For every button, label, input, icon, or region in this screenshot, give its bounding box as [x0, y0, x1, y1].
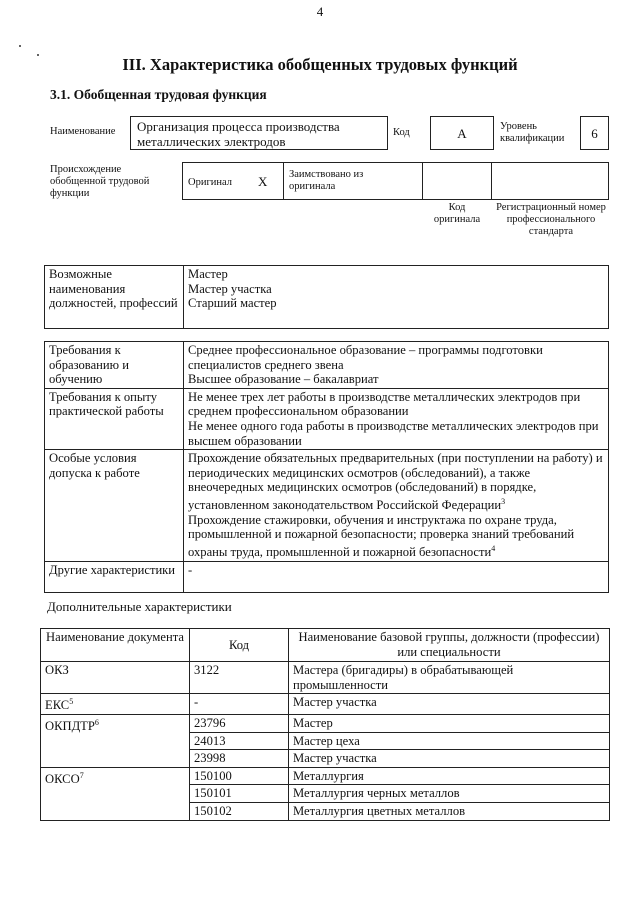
code-cell: 150101 [190, 785, 289, 803]
name-cell: Мастер участка [289, 750, 610, 768]
req-special-text-1: Прохождение обязательных предварительных (при поступлении на работу) и периодических медицинских осмотров (обследований), а также внеочередных медицинских осмотров (обследований) в порядке, установленном законодательством Российской Федерации [188, 451, 603, 513]
col-header-code: Код [190, 629, 289, 662]
code-cell: 24013 [190, 732, 289, 750]
code-cell: 23796 [190, 714, 289, 732]
page-number: 4 [316, 4, 324, 19]
footnote-mark: 3 [501, 496, 506, 506]
level-value: 6 [580, 116, 609, 150]
req-education-label: Требования к образованию и обучению [45, 342, 184, 389]
origin-label: Происхождение обобщенной трудовой функции [50, 164, 150, 199]
req-special-value [184, 450, 609, 562]
code-original-label: Код оригинала [433, 202, 481, 225]
additional-table [40, 628, 610, 821]
position-item: Мастер [188, 267, 228, 281]
col-header-name: Наименование базовой группы, должности (профессии) или специальности [289, 629, 610, 662]
req-education-value: Среднее профессиональное образование – программы подготовки специалистов среднего звена Высшее образование – бакалавриат [184, 342, 609, 389]
positions-table [44, 265, 609, 329]
doc-cell: ОКЗ [41, 662, 190, 694]
code-label: Код [393, 127, 410, 138]
name-cell: Металлургия черных металлов [289, 785, 610, 803]
req-special-text-2: Прохождение стажировки, обучения и инструктажа по охране труда, промышленной и пожарной безопасности; проверка знаний требований охраны труда, промышленной и пожарной безопасности [188, 512, 575, 560]
borrowed-label: Заимствовано из оригинала [289, 169, 364, 192]
req-special-label: Особые условия допуска к работе [45, 450, 184, 562]
original-mark: X [258, 174, 268, 189]
positions-values [184, 266, 609, 329]
doc-cell: ОКСО$^7$ [41, 767, 190, 820]
req-other-value: - [184, 561, 609, 592]
name-label: Наименование [50, 126, 116, 137]
level-label: Уровень квалификации [500, 121, 565, 144]
table-row [41, 662, 610, 694]
code-cell: 150100 [190, 767, 289, 785]
table-row [41, 767, 610, 785]
col-header-document: Наименование документа [41, 629, 190, 662]
scan-speck [19, 45, 21, 47]
code-cell: 23998 [190, 750, 289, 768]
name-cell: Мастера (бригадиры) в обрабатывающей промышленности [289, 662, 610, 694]
table-row [41, 694, 610, 715]
position-item: Старший мастер [188, 296, 277, 311]
requirements-table [44, 341, 609, 593]
positions-label: Возможные наименования должностей, профессий [45, 266, 184, 329]
table-row [41, 714, 610, 732]
code-cell: 150102 [190, 802, 289, 820]
code-cell: - [190, 694, 289, 715]
position-item: Мастер участка [188, 281, 272, 296]
name-cell: Мастер [289, 714, 610, 732]
footnote-mark: 4 [491, 543, 496, 553]
name-value: Организация процесса производства металлических электродов [130, 116, 388, 150]
name-cell: Металлургия цветных металлов [289, 802, 610, 820]
original-label: Оригинал [188, 177, 232, 188]
name-cell: Мастер участка [289, 694, 610, 715]
reg-number-label: Регистрационный номер профессионального стандарта [496, 202, 606, 237]
subsection-title: 3.1. Обобщенная трудовая функция [50, 87, 267, 102]
section-title: III. Характеристика обобщенных трудовых функций [122, 55, 518, 74]
code-value: A [430, 116, 494, 150]
doc-cell: ОКПДТР$^6$ [41, 714, 190, 767]
req-experience-label: Требования к опыту практической работы [45, 388, 184, 449]
doc-cell: ЕКС$^5$ [41, 694, 190, 715]
name-cell: Металлургия [289, 767, 610, 785]
additional-title: Дополнительные характеристики [47, 599, 232, 614]
name-cell: Мастер цеха [289, 732, 610, 750]
code-cell: 3122 [190, 662, 289, 694]
req-experience-value: Не менее трех лет работы в производстве металлических электродов при среднем профессиональном образовании Не менее одного года работы в производстве металлических электродов при высшем образовании [184, 388, 609, 449]
req-other-label: Другие характеристики [45, 561, 184, 592]
